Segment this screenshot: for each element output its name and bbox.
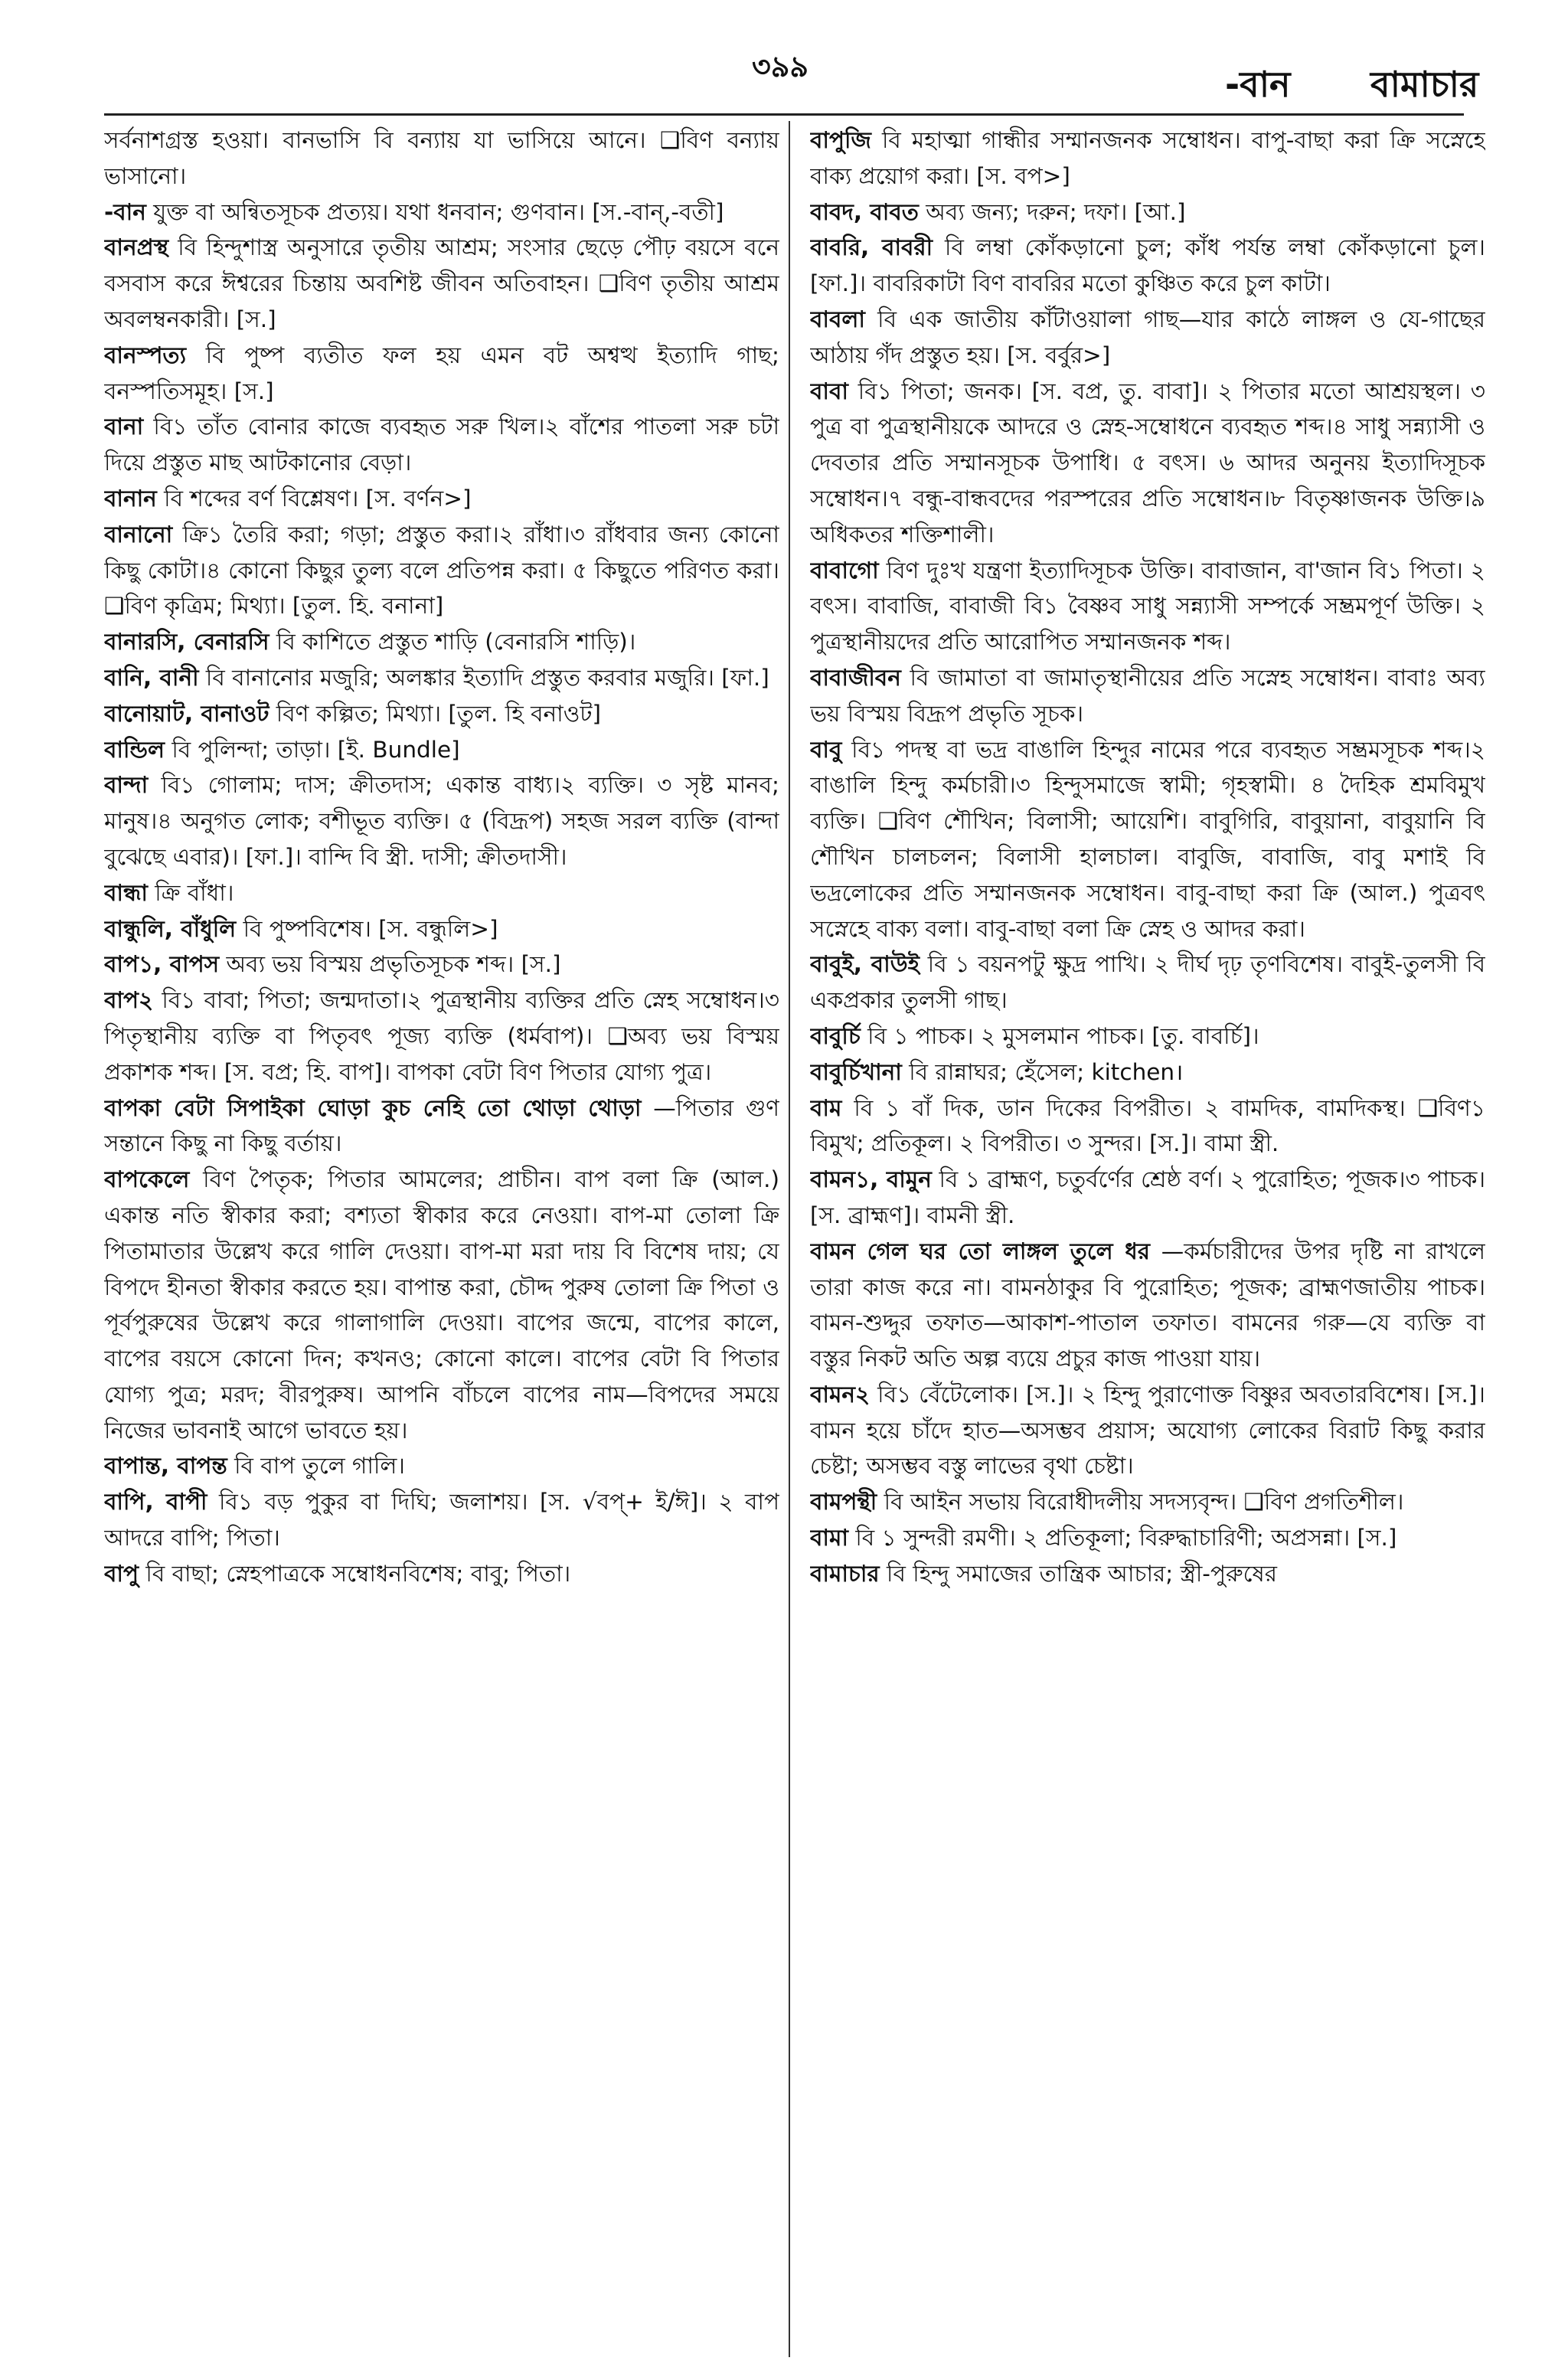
left-column [104, 123, 779, 2359]
entry-headword: বামন গেল ঘর তো লাঙ্গল তুলে ধর [810, 1238, 1150, 1264]
entry-definition: বি১ পিতা; জনক। [স. বপ্র, তু. বাবা]। ২ পিতার মতো আশ্রয়স্থল। ৩ পুত্র বা পুত্রস্থানীয়কে আদরে ও স্নেহ-সম্বোধনে ব্যবহৃত শব্দ।৪ সাধু সন্ন্যাসী ও দেবতার প্রতি সম্মানসূচক উপাধি। ৫ বৎস। ৬ আদর অনুনয় ইত্যাদিসূচক সম্বোধন।৭ বন্ধু-বান্ধবদের পরস্পরের প্রতি সম্বোধন।৮ বিতৃষ্ণাজনক উক্তি।৯ অধিকতর শক্তিশালী। [810, 378, 1485, 548]
entry-headword: বাবলা [810, 306, 865, 332]
entry-headword: বাপি, বাপী [104, 1489, 207, 1516]
dictionary-entry [810, 1377, 1485, 1484]
dictionary-entry [104, 624, 779, 660]
entry-headword: বামা [810, 1525, 848, 1552]
dictionary-entry [104, 983, 779, 1090]
entry-definition: ক্রি বাঁধা। [155, 879, 234, 906]
dictionary-entry [810, 195, 1485, 231]
column-divider [789, 121, 790, 2357]
entry-definition: বিণ পৈতৃক; পিতার আমলের; প্রাচীন। বাপ বলা ক্রি (আল.) একান্ত নতি স্বীকার করা; বশ্যতা স্বীকার করে নেওয়া। বাপ-মা তোলা ক্রি পিতামাতার উল্লেখ করে গালি দেওয়া। বাপ-মা মরা দায় বি বিশেষ দায়; যে বিপদে হীনতা স্বীকার করতে হয়। বাপান্ত করা, চৌদ্দ পুরুষ তোলা ক্রি পিতা ও পূর্বপুরুষের উল্লেখ করে গালাগালি দেওয়া। বাপের জন্মে, বাপের কালে, বাপের বয়সে কোনো দিন; কখনও; কোনো কালে। বাপের বেটা বি পিতার যোগ্য পুত্র; মরদ; বীরপুরুষ। আপনি বাঁচলে বাপের নাম—বিপদের সময়ে নিজের ভাবনাই আগে ভাবতে হয়। [104, 1166, 779, 1444]
entry-definition: বি রান্নাঘর; হেঁসেল; kitchen। [909, 1058, 1184, 1085]
entry-definition: বি শব্দের বর্ণ বিশ্লেষণ। [স. বর্ণন>] [164, 485, 472, 512]
dictionary-entry [104, 660, 779, 696]
entry-definition: অব্য ভয় বিস্ময় প্রভৃতিসূচক শব্দ। [স.] [226, 951, 561, 978]
entry-headword: বান্দা [104, 772, 149, 799]
entry-headword: বাবাগো [810, 557, 879, 584]
dictionary-entry [810, 947, 1485, 1019]
entry-definition: বি ১ ব্রাহ্মণ, চতুর্বর্ণের শ্রেষ্ঠ বর্ণ। ২ পুরোহিত; পূজক।৩ পাচক। [স. ব্রাহ্মণ]। বামনী স্ত্রী. [810, 1166, 1485, 1228]
entry-definition: বি ১ বয়নপটু ক্ষুদ্র পাখি। ২ দীর্ঘ দৃঢ় তৃণবিশেষ। বাবুই-তুলসী বি একপ্রকার তুলসী গাছ। [810, 951, 1485, 1014]
entry-definition: যুক্ত বা অন্বিতসূচক প্রত্যয়। যথা ধনবান; গুণবান। [স.-বান্,-বতী] [153, 198, 724, 225]
entry-definition: বি১ পদস্থ বা ভদ্র বাঙালি হিন্দুর নামের পরে ব্যবহৃত সম্ভ্রমসূচক শব্দ।২ বাঙালি হিন্দু কর্মচারী।৩ হিন্দুসমাজে স্বামী; গৃহস্বামী। ৪ দৈহিক শ্রমবিমুখ ব্যক্তি। ❑বিণ শৌখিন; বিলাসী; আয়েশি। বাবুগিরি, বাবুয়ানা, বাবুয়ানি বি শৌখিন চালচলন; বিলাসী হালচাল। বাবুজি, বাবাজি, বাবু মশাই বি ভদ্রলোকের প্রতি সম্মানজনক সম্বোধন। বাবু-বাছা করা ক্রি (আল.) পুত্রবৎ সস্নেহে বাক্য বলা। বাবু-বাছা বলা ক্রি স্নেহ ও আদর করা। [810, 736, 1485, 942]
entry-definition: বি জামাতা বা জামাতৃস্থানীয়ের প্রতি সস্নেহ সম্বোধন। বাবাঃ অব্য ভয় বিস্ময় বিদ্রূপ প্রভৃতি সূচক। [810, 664, 1485, 727]
dictionary-entry [810, 123, 1485, 195]
entry-headword: বাপ১, বাপস [104, 951, 220, 978]
dictionary-entry [104, 123, 779, 195]
dictionary-entry [104, 517, 779, 624]
dictionary-entry [810, 1234, 1485, 1377]
entry-headword: বানোয়াট, বানাওট [104, 700, 270, 727]
entry-headword: বাবাজীবন [810, 664, 901, 691]
entry-definition: বি১ বড় পুকুর বা দিঘি; জলাশয়। [স. √বপ্+ ই/ঈ]। ২ বাপ আদরে বাপি; পিতা। [104, 1489, 779, 1552]
entry-headword: বামন২ [810, 1381, 871, 1408]
entry-definition: বি মহাত্মা গান্ধীর সম্মানজনক সম্বোধন। বাপু-বাছা করা ক্রি সস্নেহে বাক্য প্রয়োগ করা। [স. বপ>] [810, 127, 1485, 189]
dictionary-entry [104, 195, 779, 231]
entry-definition: সর্বনাশগ্রস্ত হওয়া। বানভাসি বি বন্যায় যা ভাসিয়ে আনে। ❑বিণ বন্যায় ভাসানো। [104, 127, 779, 189]
dictionary-entry [104, 481, 779, 517]
dictionary-entry [810, 1556, 1485, 1592]
entry-headword: বামপন্থী [810, 1489, 877, 1516]
entry-definition: বি পুষ্প ব্যতীত ফল হয় এমন বট অশ্বত্থ ইত্যাদি গাছ; বনস্পতিসমূহ। [স.] [104, 342, 779, 404]
entry-definition: —পিতার গুণ সন্তানে কিছু না কিছু বর্তায়। [104, 1094, 779, 1157]
entry-headword: বানা [104, 414, 144, 440]
entry-headword: বানপ্রস্থ [104, 234, 169, 261]
guide-word-end: বামাচার [1370, 64, 1479, 105]
entry-headword: বামাচার [810, 1560, 880, 1587]
entry-definition: বি১ গোলাম; দাস; ক্রীতদাস; একান্ত বাধ্য।২ ব্যক্তি। ৩ সৃষ্ট মানব; মানুষ।৪ অনুগত লোক; বশীভূত ব্যক্তি। ৫ (বিদ্রূপ) সহজ সরল ব্যক্তি (বান্দা বুঝেছে এবার)। [ফা.]। বান্দি বি স্ত্রী. দাসী; ক্রীতদাসী। [104, 772, 779, 870]
entry-headword: বান্ধুলি, বাঁধুলি [104, 915, 237, 942]
entry-headword: বাবুর্চি [810, 1022, 861, 1049]
entry-headword: বাবুই, বাউই [810, 951, 920, 978]
dictionary-entry [104, 1448, 779, 1484]
dictionary-entry [810, 1162, 1485, 1234]
dictionary-entry [104, 338, 779, 410]
dictionary-entry [104, 696, 779, 732]
dictionary-entry [104, 911, 779, 947]
dictionary-entry [104, 1484, 779, 1556]
page-header [0, 0, 1568, 115]
dictionary-entry [104, 1162, 779, 1448]
entry-headword: বানানো [104, 521, 173, 548]
entry-headword: বাপ২ [104, 987, 154, 1014]
left-column-entries [104, 123, 779, 2359]
entry-headword: বাবুর্চিখানা [810, 1058, 902, 1085]
entry-headword: বাপান্ত, বাপন্ত [104, 1453, 227, 1480]
dictionary-entry [810, 732, 1485, 947]
dictionary-entry [810, 660, 1485, 732]
entry-headword: বাবা [810, 378, 848, 404]
entry-headword: বানান [104, 485, 157, 512]
dictionary-entry [810, 1055, 1485, 1091]
entry-definition: বি ১ বাঁ দিক, ডান দিকের বিপরীত। ২ বামদিক, বামদিকস্থ। ❑বিণ১ বিমুখ; প্রতিকূল। ২ বিপরীত। ৩ সুন্দর। [স.]। বামা স্ত্রী. [810, 1094, 1485, 1157]
dictionary-entry [810, 1019, 1485, 1055]
entry-definition: বি ১ সুন্দরী রমণী। ২ প্রতিকূলা; বিরুদ্ধাচারিণী; অপ্রসন্না। [স.] [855, 1525, 1397, 1552]
entry-headword: বাবদ, বাবত [810, 198, 919, 225]
entry-headword: বাবু [810, 736, 842, 763]
dictionary-entry [810, 230, 1485, 302]
entry-definition: বিণ কল্পিত; মিথ্যা। [তুল. হি বনাওট] [276, 700, 601, 727]
entry-definition: বি লম্বা কোঁকড়ানো চুল; কাঁধ পর্যন্ত লম্বা কোঁকড়ানো চুল। [ফা.]। বাবরিকাটা বিণ বাবরির মতো কুঞ্চিত করে চুল কাটা। [810, 234, 1485, 297]
entry-headword: বাপু [104, 1560, 139, 1587]
entry-definition: বি বাপ তুলে গালি। [234, 1453, 405, 1480]
entry-headword: বাপকেলে [104, 1166, 190, 1193]
entry-definition: বি কাশিতে প্রস্তুত শাড়ি (বেনারসি শাড়ি)। [276, 629, 636, 656]
right-column [810, 123, 1485, 2359]
entry-definition: বি পুষ্পবিশেষ। [স. বন্ধুলি>] [243, 915, 498, 942]
entry-definition: বি হিন্দু সমাজের তান্ত্রিক আচার; স্ত্রী-পুরুষের [887, 1560, 1277, 1587]
entry-headword: বানারসি, বেনারসি [104, 629, 270, 656]
dictionary-entry [810, 553, 1485, 660]
entry-headword: বান্ধা [104, 879, 148, 906]
entry-definition: বি ১ পাচক। ২ মুসলমান পাচক। [তু. বাবর্চি]। [867, 1022, 1259, 1049]
entry-headword: বানি, বানী [104, 664, 199, 691]
dictionary-entry [810, 1484, 1485, 1520]
entry-definition: বি পুলিন্দা; তাড়া। [ই. Bundle] [172, 736, 460, 763]
dictionary-entry [104, 767, 779, 875]
right-column-entries [810, 123, 1485, 2359]
dictionary-entry [104, 732, 779, 768]
dictionary-entry [810, 374, 1485, 553]
entry-headword: বান্ডিল [104, 736, 165, 763]
entry-definition: বি এক জাতীয় কাঁটাওয়ালা গাছ—যার কাঠে লাঙ্গল ও যে-গাছের আঠায় গঁদ প্রস্তুত হয়। [স. বর্বুর>] [810, 306, 1485, 368]
dictionary-entry [104, 1556, 779, 1592]
entry-headword: বামন১, বামুন [810, 1166, 932, 1193]
dictionary-entry [810, 302, 1485, 374]
entry-definition: বি১ বেঁটেলোক। [স.]। ২ হিন্দু পুরাণোক্ত বিষ্ণুর অবতারবিশেষ। [স.]। বামন হয়ে চাঁদে হাত—অসম্ভব প্রয়াস; অযোগ্য লোকের বিরাট কিছু করার চেষ্টা; অসম্ভব বস্তু লাভের বৃথা চেষ্টা। [810, 1381, 1485, 1480]
entry-headword: -বান [104, 198, 146, 225]
dictionary-entry [104, 875, 779, 911]
dictionary-entry [810, 1091, 1485, 1162]
entry-headword: বাপুজি [810, 127, 871, 153]
guide-word-start: -বান [1225, 64, 1291, 105]
entry-definition: বি হিন্দুশাস্ত্র অনুসারে তৃতীয় আশ্রম; সংসার ছেড়ে পৌঢ় বয়সে বনে বসবাস করে ঈশ্বরের চিন্তায় অবশিষ্ট জীবন অতিবাহন। ❑বিণ তৃতীয় আশ্রম অবলম্বনকারী। [স.] [104, 234, 779, 332]
entry-headword: বাম [810, 1094, 842, 1121]
entry-definition: বি আইন সভায় বিরোধীদলীয় সদস্যবৃন্দ। ❑বিণ প্রগতিশীল। [884, 1489, 1404, 1516]
dictionary-entry [104, 947, 779, 983]
dictionary-entry [810, 1520, 1485, 1556]
dictionary-entry [104, 409, 779, 481]
entry-definition: বিণ দুঃখ যন্ত্রণা ইত্যাদিসূচক উক্তি। বাবাজান, বা'জান বি১ পিতা। ২ বৎস। বাবাজি, বাবাজী বি১ বৈষ্ণব সাধু সন্ন্যাসী সম্পর্কে সম্ভ্রমপূর্ণ উক্তি। ২ পুত্রস্থানীয়দের প্রতি আরোপিত সম্মানজনক শব্দ। [810, 557, 1485, 656]
entry-definition: অব্য জন্য; দরুন; দফা। [আ.] [926, 198, 1186, 225]
entry-definition: বি১ বাবা; পিতা; জন্মদাতা।২ পুত্রস্থানীয় ব্যক্তির প্রতি স্নেহ সম্বোধন।৩ পিতৃস্থানীয় ব্যক্তি বা পিতৃবৎ পূজ্য ব্যক্তি (ধর্মবাপ)। ❑অব্য ভয় বিস্ময় প্রকাশক শব্দ। [স. বপ্র; হি. বাপ]। বাপকা বেটা বিণ পিতার যোগ্য পুত্র। [104, 987, 779, 1085]
entry-definition: বি বাছা; স্নেহপাত্রকে সম্বোধনবিশেষ; বাবু; পিতা। [145, 1560, 571, 1587]
page-number: ৩৯৯ [752, 49, 809, 83]
entry-definition: বি১ তাঁত বোনার কাজে ব্যবহৃত সরু খিল।২ বাঁশের পাতলা সরু চটা দিয়ে প্রস্তুত মাছ আটকানোর বেড়া। [104, 414, 779, 476]
header-rule [104, 113, 1464, 116]
dictionary-entry [104, 230, 779, 337]
entry-headword: বাবরি, বাবরী [810, 234, 933, 261]
dictionary-entry [104, 1091, 779, 1162]
entry-headword: বানস্পত্য [104, 342, 187, 368]
entry-definition: —কর্মচারীদের উপর দৃষ্টি না রাখলে তারা কাজ করে না। বামনঠাকুর বি পুরোহিত; পূজক; ব্রাহ্মণজাতীয় পাচক। বামন-শুদ্দুর তফাত—আকাশ-পাতাল তফাত। বামনের গরু—যে ব্যক্তি বা বস্তুর নিকট অতি অল্প ব্যয়ে প্রচুর কাজ পাওয়া যায়। [810, 1238, 1485, 1372]
entry-definition: বি বানানোর মজুরি; অলঙ্কার ইত্যাদি প্রস্তুত করবার মজুরি। [ফা.] [205, 664, 769, 691]
entry-definition: ক্রি১ তৈরি করা; গড়া; প্রস্তুত করা।২ রাঁধা।৩ রাঁধবার জন্য কোনো কিছু কোটা।৪ কোনো কিছুর তুল্য বলে প্রতিপন্ন করা। ৫ কিছুতে পরিণত করা। ❑বিণ কৃত্রিম; মিথ্যা। [তুল. হি. বনানা] [104, 521, 779, 620]
entry-headword: বাপকা বেটা সিপাইকা ঘোড়া কুচ নেহি তো থোড়া থোড়া [104, 1094, 642, 1121]
